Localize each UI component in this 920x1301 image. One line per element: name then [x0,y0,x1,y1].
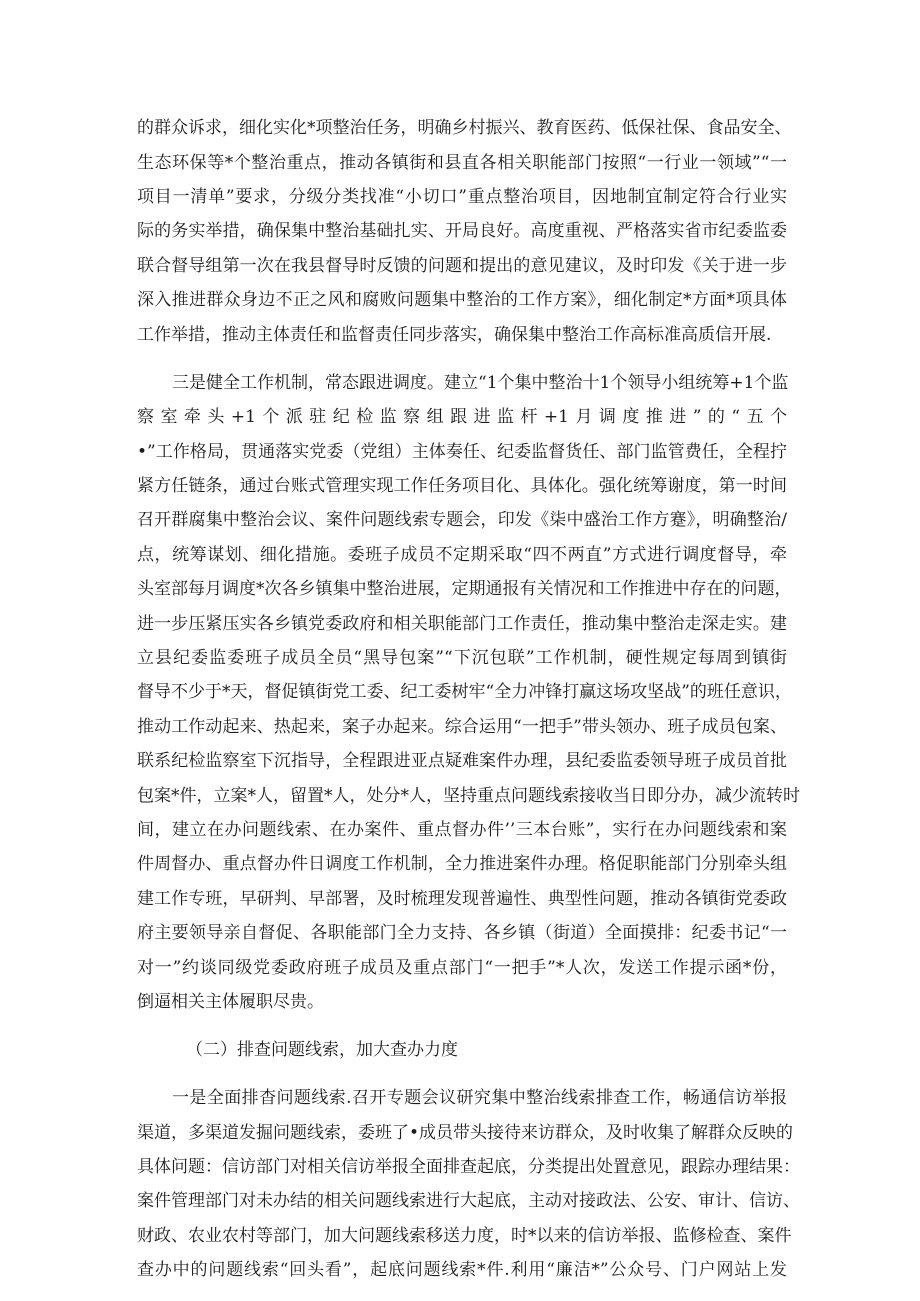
section-heading: （二）排查问题线索，加大查办力度 [186,1040,458,1060]
text-line: 建工作专班，早研判、早部署，及时梳理发现普遍性、典型性问题，推动各镇街党委政 [137,889,787,909]
text-line: 联合督导组第一次在我县督导时反馈的问题和提出的意见建议，及时印发《关于进一步 [137,256,787,276]
text-line: 督导不少于*天，督促镇街党工委、纪工委树牢“全力冲锋打赢这场攻坚战”的班任意识， [137,682,792,702]
text-line: 头室部每月调度*次各乡镇集中整治进展，定期通报有关情况和工作推进中存在的问题， [137,579,792,599]
text-line: 工作举措，推动主体责任和监督责任同步落实，确保集中整治工作高标准高质信开展. [137,325,772,345]
text-line: 项目一清单”要求，分级分类找准“小切口”重点整治项目，因地制宜制定符合行业实 [137,187,787,207]
text-line: 渠道，多渠道发掘问题线索，委班了•成员带头接待来访群众，及时收集了解群众反映的 [137,1123,794,1143]
text-line: 府主要领导亲自督促、各职能部门全力支持、各乡镇（街道）全面摸排：纪委书记“一 [137,923,787,943]
text-line: 际的务实举措，确保集中整治基础扎实、开局良好。高度重视、严格落实省市纪委监委 [137,221,787,241]
text-line: 一是全面排杳问题线索.召开专题会议研究集中整治线索排查工作，畅通信访举报 [172,1088,787,1108]
text-line: 财政、农业农村等部门，加大问题线索移送力度，时*以来的信访举报、监修检查、案件 [137,1226,792,1246]
text-line: 的群众诉求，细化实化*项整治任务，明确乡村振兴、教育医药、低保社保、食品安全、 [137,118,792,138]
text-line: 进一步压紧压实各乡镇党委政府和相关职能部门工作责任，推动集中整治走深走实。建 [137,614,787,634]
text-line: 倒逼相关主体履职尽贵。 [137,992,324,1012]
text-line: 生态环保等*个整治重点，推动各镇街和县直各相关职能部门按照“一行业一领域”“一 [137,153,787,173]
text-line: •”工作格局，贯通落实党委（党组）主体奏任、纪委监督货任、部门监管费任，全程拧 [137,442,787,462]
text-line: 间，建立在办问题线索、在办案件、重点督办件’’三本台账”，实行在办问题线索和案 [137,820,787,840]
text-line: 立县纪委监委班子成员全员“黑导包案”“下沉包联”工作机制，硬性规定每周到镇街 [137,648,787,668]
text-line: 查办中的问题线索“回头看”，起底问题线索*件.利用“廉洁*”公众号、门户网站上发 [137,1260,787,1280]
text-line: 联系纪检监察室下沉指导，全程跟进亚点疑难案件办理，县纪委监委领导班子成员首批 [137,751,787,771]
text-line: 深入推进群众身边不正之风和腐败问题集中整治的工作方案》，细化制定*方面*项具体 [137,290,787,310]
text-line: 三是健全工作机制，常态跟进调度。建立“1个集中整治十1个领导小组统筹+1个监 [172,373,789,393]
text-line: 召开群腐集中整治会议、案件问题线索专题会，印发《柒中盛治工作方蹇》，明确整治/ [137,510,787,530]
text-line: 件周督办、重点督办件日调度工作机制，全力推进案件办理。格促职能部门分别牵头组 [137,854,787,874]
text-line: 具体问题：信访部门对相关信访举报全面排查起底，分类提出处置意见，跟踪办理结果： [137,1157,800,1177]
text-line: 点，统筹谋划、细化措施。委班子成员不定期采取“四不两直”方式进行调度督导，牵 [137,545,787,565]
text-line: 察室牵头+1个派驻纪检监察组跟进监杆+1月调度推进”的“五个 [137,407,787,427]
text-line: 包案*件，立案*人，留置*人，处分*人，坚持重点问题线索接收当日即分办，减少流转时 [137,786,800,806]
text-line: 紧方任链条，通过台账式管理实现工作任务项目化、具体化。强化统筹谢度，第一时间 [137,476,787,496]
text-line: 案件管理部门对未办结的相关问题线索进行大起底，主动对接政法、公安、审计、信访、 [137,1191,800,1211]
text-line: 推动工作动起来、热起来，案子办起来。综合运用“一把手”带头领办、班子成员包案、 [137,717,787,737]
text-line: 对一”约谈同级党委政府班子成员及重点部门“一把手”*人次，发送工作提示函*份， [137,958,787,978]
